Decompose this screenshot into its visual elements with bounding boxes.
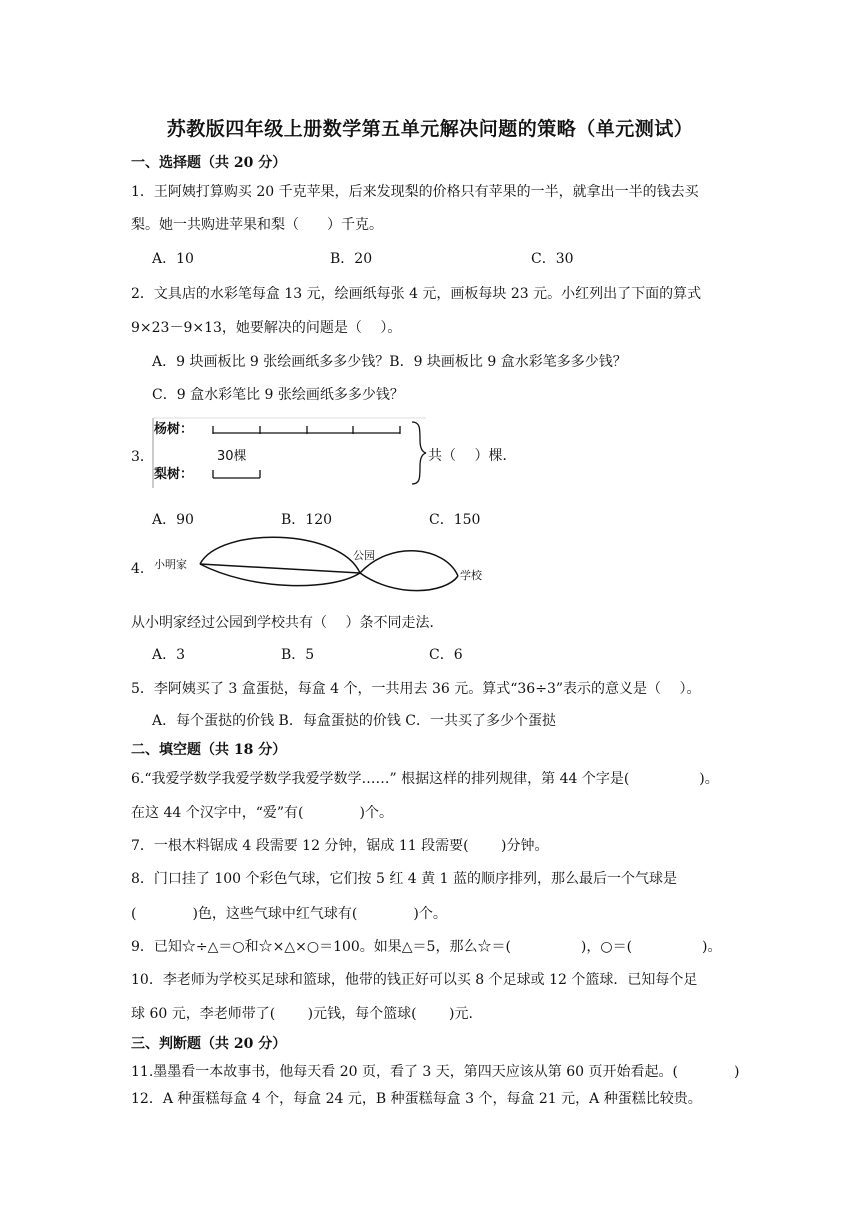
q1-option-c: C．30 <box>531 251 574 267</box>
question-2-line-1: 2．文具店的水彩笔每盒 13 元，绘画纸每张 4 元，画板每块 23 元。小红列出了下面的算式 <box>131 286 702 302</box>
segment-label: 30棵 <box>217 449 247 464</box>
q2-option-c: C．9 盒水彩笔比 9 张绘画纸多多少钱？ <box>152 387 404 403</box>
route-diagram <box>150 530 495 592</box>
question-11-text: 11.墨墨看一本故事书，他每天看 20 页，看了 3 天，第四天应该从第 60 页开始看起。( ) <box>131 1064 740 1080</box>
question-4-number: 4． <box>131 561 154 577</box>
question-8-line-2: ( )色，这些气球中红气球有( )个。 <box>131 906 447 922</box>
pear-label: 梨树： <box>154 467 194 482</box>
q3-option-a: A．90 <box>152 512 194 528</box>
poplar-label: 杨树： <box>154 422 194 437</box>
question-10-line-1: 10．李老师为学校买足球和篮球，他带的钱正好可以买 8 个足球或 12 个篮球．已知每个足 <box>131 972 698 988</box>
q4-option-c: C．6 <box>429 647 463 663</box>
section-heading-fill: 二、填空题（共 18 分） <box>131 742 287 758</box>
q4-option-a: A．3 <box>152 647 186 663</box>
question-3-tail: 共（ ）棵． <box>428 448 517 464</box>
route-lower-park-school <box>360 573 458 591</box>
question-7-text: 7．一根木料锯成 4 段需要 12 分钟，锯成 11 段需要( )分钟。 <box>131 838 549 854</box>
q1-option-b: B．20 <box>330 251 373 267</box>
q3-option-b: B．120 <box>281 512 333 528</box>
park-label: 公园 <box>353 549 375 562</box>
home-label: 小明家 <box>154 558 187 571</box>
question-6-line-2: 在这 44 个汉字中，“爱”有( )个。 <box>131 805 393 821</box>
section-heading-choice: 一、选择题（共 20 分） <box>131 155 287 171</box>
q1-option-a: A．10 <box>152 251 194 267</box>
question-10-line-2: 球 60 元，李老师带了( )元钱，每个篮球( )元. <box>131 1006 473 1022</box>
question-1-line-2: 梨。她一共购进苹果和梨（ ）千克。 <box>131 217 383 233</box>
question-4-text: 从小明家经过公园到学校共有（ ）条不同走法． <box>131 615 444 631</box>
question-3-number: 3． <box>131 449 154 465</box>
question-9-text: 9．已知☆÷△＝○和☆×△×○＝100。如果△＝5，那么☆＝( )，○＝( )。 <box>131 939 722 955</box>
route-middle-home-park <box>200 564 360 573</box>
section-heading-judge: 三、判断题（共 20 分） <box>131 1036 287 1052</box>
q2-options-ab: A．9 块画板比 9 张绘画纸多多少钱？B．9 块画板比 9 盒水彩笔多多少钱？ <box>152 354 627 370</box>
route-lower-home-park <box>200 564 360 586</box>
q4-option-b: B．5 <box>281 647 315 663</box>
question-5-text: 5．李阿姨买了 3 盒蛋挞，每盒 4 个，一共用去 36 元。算式“36÷3”表示的意义是（ ）。 <box>131 681 701 697</box>
curly-brace <box>412 422 426 484</box>
question-2-line-2: 9×23－9×13，她要解决的问题是（ ）。 <box>131 320 402 336</box>
q3-option-c: C．150 <box>429 512 481 528</box>
route-upper-home-park <box>200 537 360 573</box>
q5-options: A．每个蛋挞的价钱 B．每盒蛋挞的价钱 C．一共买了多少个蛋挞 <box>152 713 557 729</box>
question-1-line-1: 1．王阿姨打算购买 20 千克苹果，后来发现梨的价格只有苹果的一半，就拿出一半的钱去买 <box>131 184 699 200</box>
question-6-line-1: 6.“我爱学数学我爱学数学我爱学数学……” 根据这样的排列规律，第 44 个字是( )。 <box>131 771 719 787</box>
page-title: 苏教版四年级上册数学第五单元解决问题的策略（单元测试） <box>166 118 694 140</box>
question-12-text: 12．A 种蛋糕每盒 4 个，每盒 24 元，B 种蛋糕每盒 3 个，每盒 21 元，A 种蛋糕比较贵。 <box>131 1091 702 1107</box>
question-8-line-1: 8．门口挂了 100 个彩色气球，它们按 5 红 4 黄 1 蓝的顺序排列，那么最后一个气球是 <box>131 871 677 887</box>
school-label: 学校 <box>460 569 482 582</box>
